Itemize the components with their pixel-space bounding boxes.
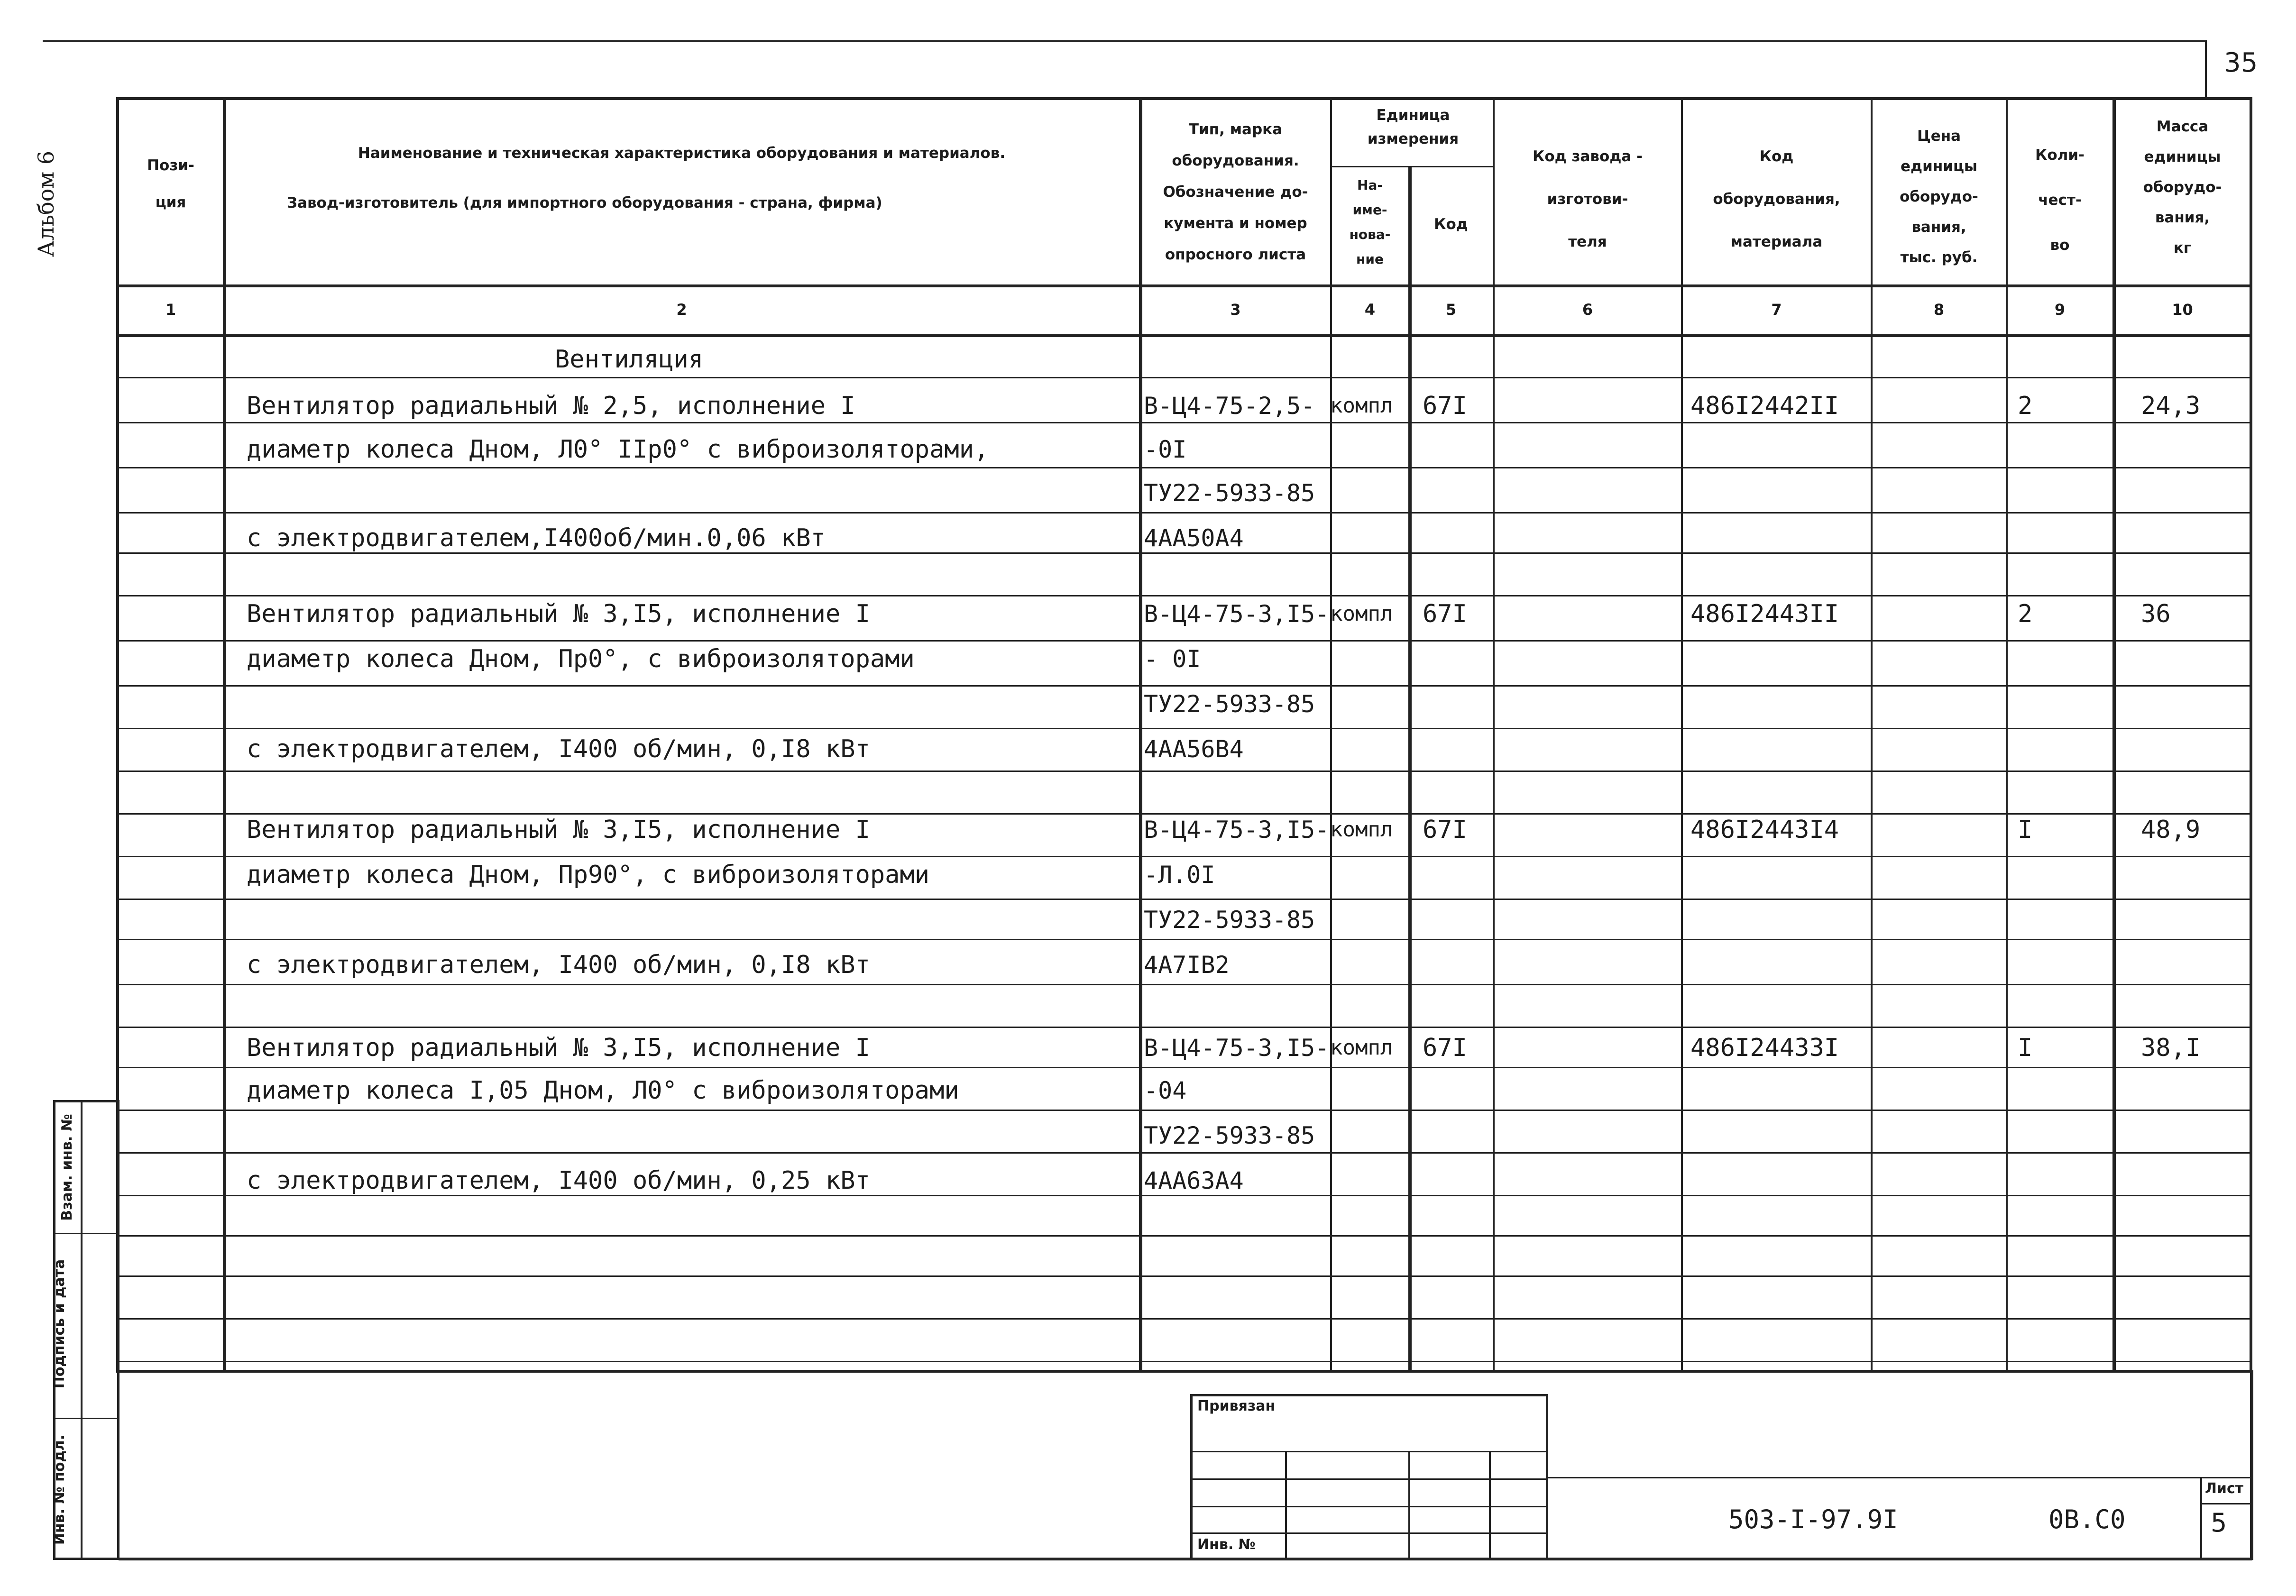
row-type: -Л.0I [1144, 861, 1215, 889]
row-name: диаметр колеса Дном, Л0° IIр0° с виброизоляторами, [247, 435, 989, 464]
header-name-line2: Завод-изготовитель (для импортного оборудования - страна, фирма) [287, 194, 882, 211]
row-line [116, 1027, 2252, 1028]
section-title: Вентиляция [555, 345, 704, 374]
code-area-top [1548, 1477, 2252, 1478]
header-equipment-code: Код оборудования, материала [1713, 148, 1840, 250]
row-unit: компл [1330, 602, 1393, 626]
header-name-line1: Наименование и техническая характеристика оборудования и материалов. [358, 145, 1006, 162]
header-position: Пози- ция [147, 157, 194, 211]
row-type: 4АА63А4 [1144, 1167, 1244, 1194]
side-label-vzam: Взам. инв. № [59, 1114, 75, 1221]
row-line [116, 595, 2252, 596]
row-name: Вентилятор радиальный № 3,I5, исполнение I [247, 816, 870, 844]
row-name: диаметр колеса Дном, Пр90°, с виброизоляторами [247, 861, 930, 889]
col-number-8: 8 [1933, 301, 1945, 319]
row-type: -0I [1144, 436, 1187, 463]
row-type: ТУ22-5933-85 [1144, 906, 1315, 934]
row-mass: 36 [2141, 600, 2171, 628]
header-unit: Единица измерения [1367, 107, 1459, 147]
privyazan-label: Привязан [1197, 1398, 1276, 1414]
row-name: с электродвигателем, I400 об/мин, 0,I8 кВт [247, 951, 870, 979]
col-number-3: 3 [1230, 301, 1241, 319]
header-type: Тип, марка оборудования. Обозначение до- кумента и номер опросного листа [1163, 121, 1308, 263]
list-label: Лист [2205, 1480, 2244, 1497]
row-mass: 48,9 [2141, 816, 2201, 844]
row-line [116, 1318, 2252, 1320]
col-line-3 [1330, 97, 1332, 1373]
side-stamp-divider [81, 1100, 83, 1560]
col-number-6: 6 [1582, 301, 1593, 319]
side-label-inv-podl: Инв. № подл. [51, 1434, 68, 1545]
row-quantity: 2 [2018, 392, 2033, 420]
title-block [1190, 1394, 1548, 1560]
title-block-col-1 [1285, 1451, 1287, 1560]
col-line-8 [2006, 97, 2008, 1373]
row-name: диаметр колеса I,05 Дном, Л0° с виброизоляторами [247, 1076, 959, 1105]
title-block-col-2 [1408, 1451, 1410, 1560]
row-line [116, 1195, 2252, 1196]
row-type: ТУ22-5933-85 [1144, 690, 1315, 718]
row-type: В-Ц4-75-2,5- [1144, 392, 1315, 420]
row-line [116, 422, 2252, 423]
row-name: с электродвигателем, I400 об/мин, 0,25 кВт [247, 1166, 870, 1195]
row-type: В-Ц4-75-3,I5- [1144, 600, 1330, 628]
row-type: В-Ц4-75-3,I5- [1144, 1034, 1330, 1062]
row-type: - 0I [1144, 645, 1201, 673]
row-line [116, 640, 2252, 642]
row-unit-code: 67I [1423, 600, 1467, 628]
row-line [116, 899, 2252, 900]
row-unit: компл [1330, 394, 1393, 418]
row-mass: 38,I [2141, 1034, 2201, 1062]
title-block-line-1 [1190, 1451, 1548, 1452]
row-line [116, 770, 2252, 772]
row-line [116, 984, 2252, 985]
col-line-6 [1681, 97, 1683, 1373]
inv-number-label: Инв. № [1197, 1536, 1256, 1553]
row-line [116, 467, 2252, 468]
header-factory-code: Код завода - изготови- теля [1533, 148, 1643, 250]
row-line [116, 1275, 2252, 1277]
header-quantity: Коли- чест- во [2035, 147, 2085, 254]
row-type: 4А7IВ2 [1144, 951, 1230, 979]
unit-split-line [1330, 166, 1494, 167]
row-type: 4АА50А4 [1144, 524, 1244, 552]
title-block-line-3 [1190, 1506, 1548, 1507]
row-type: ТУ22-5933-85 [1144, 1122, 1315, 1149]
row-unit: компл [1330, 1036, 1393, 1060]
row-type: В-Ц4-75-3,I5- [1144, 816, 1330, 844]
row-unit-code: 67I [1423, 1034, 1467, 1062]
row-type: -04 [1144, 1077, 1187, 1104]
col-number-4: 4 [1364, 301, 1376, 319]
row-name: диаметр колеса Дном, Пр0°, с виброизоляторами [247, 645, 915, 673]
row-type: 4АА56В4 [1144, 735, 1244, 763]
row-quantity: I [2018, 1034, 2033, 1062]
row-line [116, 1235, 2252, 1237]
row-equipment-code: 486I2443I4 [1690, 816, 1839, 844]
title-block-line-2 [1190, 1478, 1548, 1480]
row-line [116, 856, 2252, 857]
col-number-10: 10 [2172, 301, 2193, 319]
row-equipment-code: 486I24433I [1690, 1034, 1839, 1062]
document-code: 503-I-97.9I [1728, 1504, 1898, 1534]
row-quantity: I [2018, 816, 2033, 844]
col-line-5 [1493, 97, 1495, 1373]
row-line [116, 377, 2252, 378]
row-line [116, 1361, 2252, 1362]
col-number-9: 9 [2054, 301, 2066, 319]
row-line [116, 939, 2252, 940]
colnum-bottom-line [116, 334, 2252, 337]
row-line [116, 552, 2252, 554]
col-number-2: 2 [676, 301, 687, 319]
right-frame-lower [2250, 1370, 2253, 1560]
row-quantity: 2 [2018, 600, 2033, 628]
row-line [116, 728, 2252, 729]
header-price: Цена единицы оборудо- вания, тыс. руб. [1900, 128, 1978, 266]
row-name: Вентилятор радиальный № 3,I5, исполнение I [247, 600, 870, 628]
col-line-4 [1408, 166, 1412, 1373]
top-frame-line [43, 40, 2205, 42]
row-line [116, 512, 2252, 514]
row-name: Вентилятор радиальный № 3,I5, исполнение I [247, 1034, 870, 1062]
row-mass: 24,3 [2141, 392, 2201, 420]
list-number: 5 [2211, 1508, 2227, 1538]
page-number: 35 [2224, 47, 2258, 78]
col-number-7: 7 [1771, 301, 1782, 319]
header-mass: Масса единицы оборудо- вания, кг [2143, 118, 2222, 257]
col-line-7 [1871, 97, 1873, 1373]
row-equipment-code: 486I2442II [1690, 392, 1839, 420]
row-unit-code: 67I [1423, 392, 1467, 420]
header-unit-name: На- име- нова- ние [1349, 177, 1391, 267]
sheet-code: 0В.С0 [2048, 1504, 2126, 1534]
row-line [116, 1152, 2252, 1154]
row-line [116, 685, 2252, 687]
album-label: Альбом 6 [33, 150, 59, 257]
row-line [116, 1110, 2252, 1111]
row-equipment-code: 486I2443II [1690, 600, 1839, 628]
row-name: Вентилятор радиальный № 2,5, исполнение I [247, 392, 855, 420]
side-stamp-line-1 [53, 1233, 119, 1234]
bottom-frame-line [119, 1558, 2252, 1560]
row-unit-code: 67I [1423, 816, 1467, 844]
row-name: с электродвигателем, I400 об/мин, 0,I8 кВт [247, 735, 870, 763]
title-block-line-4 [1190, 1532, 1548, 1534]
title-block-col-3 [1489, 1451, 1491, 1560]
list-box-left [2200, 1477, 2202, 1558]
side-label-podpis: Подпись и дата [51, 1259, 68, 1389]
col-number-1: 1 [165, 301, 176, 319]
col-number-5: 5 [1445, 301, 1457, 319]
row-name: с электродвигателем,I400об/мин.0,06 кВт [247, 524, 826, 552]
row-unit: компл [1330, 817, 1393, 842]
list-box-divider [2200, 1503, 2252, 1504]
row-line [116, 1067, 2252, 1068]
row-line [116, 813, 2252, 815]
header-unit-code: Код [1434, 216, 1468, 233]
page-number-box-line [2205, 40, 2207, 97]
row-type: ТУ22-5933-85 [1144, 479, 1315, 507]
